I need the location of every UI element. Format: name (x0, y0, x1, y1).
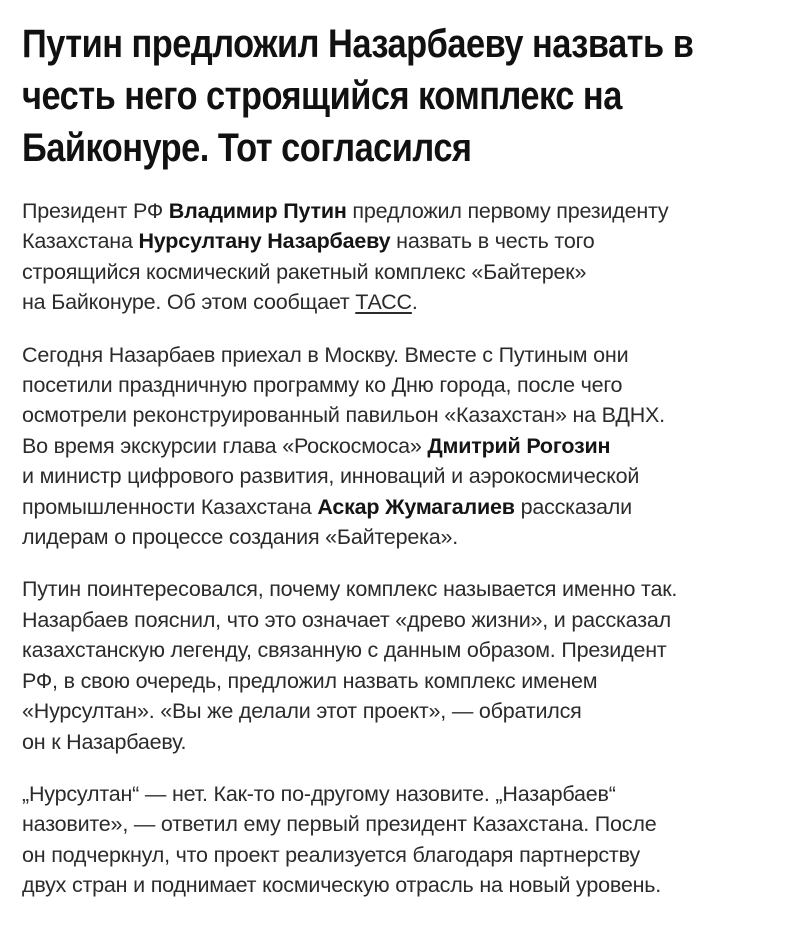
paragraph-1 (22, 196, 792, 318)
text-run: Казахстана (22, 229, 139, 254)
text-line: Путин поинтересовался, почему комплекс называется именно так. (22, 577, 678, 602)
text-run: Президент РФ (22, 199, 169, 223)
text-run: рассказали (514, 494, 632, 519)
text-line: он к Назарбаеву. (22, 729, 187, 754)
person-name-zhumagaliev: Аскар Жумагалиев (317, 494, 515, 519)
text-line: „Нурсултан“ — нет. Как-то по-другому назовите. „Назарбаев“ (22, 781, 616, 806)
text-line: двух стран и поднимает космическую отрасль на новый уровень. (22, 873, 662, 898)
text-line: он подчеркнул, что проект реализуется благодаря партнерству (22, 842, 640, 867)
person-name-nazarbayev: Нурсултану Назарбаеву (138, 229, 391, 254)
paragraph-2 (22, 340, 792, 553)
text-line: «Нурсултан». «Вы же делали этот проект», — обратился (22, 699, 582, 724)
text-line: казахстанскую легенду, связанную с данным образом. Президент (22, 638, 667, 663)
text-line: РФ, в свою очередь, предложил назвать комплекс именем (22, 668, 598, 693)
text-run: Во время экскурсии глава «Роскосмоса» (22, 433, 428, 458)
article (22, 18, 792, 923)
person-name-putin: Владимир Путин (168, 199, 347, 223)
text-line: осмотрели реконструированный павильон «Казахстан» на ВДНХ. (22, 403, 665, 428)
text-line: Назарбаев пояснил, что это означает «древо жизни», и рассказал (22, 607, 671, 632)
text-run: строящийся космический ракетный комплекс «Байтерек» (22, 259, 587, 284)
text-run: промышленности Казахстана (22, 494, 318, 519)
headline-line: честь него строящийся комплекс на (22, 74, 622, 118)
person-name-rogozin: Дмитрий Рогозин (427, 433, 611, 458)
headline-line: Байконуре. Тот согласился (22, 126, 472, 170)
text-line: и министр цифрового развития, инноваций и аэрокосмической (22, 464, 640, 489)
text-run: на Байконуре. Об этом сообщает (22, 290, 356, 315)
text-run: . (411, 290, 418, 315)
headline-line: Путин предложил Назарбаеву назвать в (22, 22, 694, 66)
text-line: лидерам о процессе создания «Байтерека». (22, 525, 459, 550)
paragraph-3 (22, 574, 792, 756)
text-line: Сегодня Назарбаев приехал в Москву. Вместе с Путиным они (22, 342, 629, 367)
text-line: назовите», — ответил ему первый президент Казахстана. После (22, 812, 657, 837)
paragraph-4 (22, 779, 792, 901)
text-run: предложил первому президенту (346, 199, 669, 223)
article-headline (22, 18, 779, 174)
tass-source-link[interactable]: ТАСС (355, 290, 412, 315)
text-run: назвать в честь того (390, 229, 595, 254)
text-line: посетили праздничную программу ко Дню города, после чего (22, 373, 623, 398)
